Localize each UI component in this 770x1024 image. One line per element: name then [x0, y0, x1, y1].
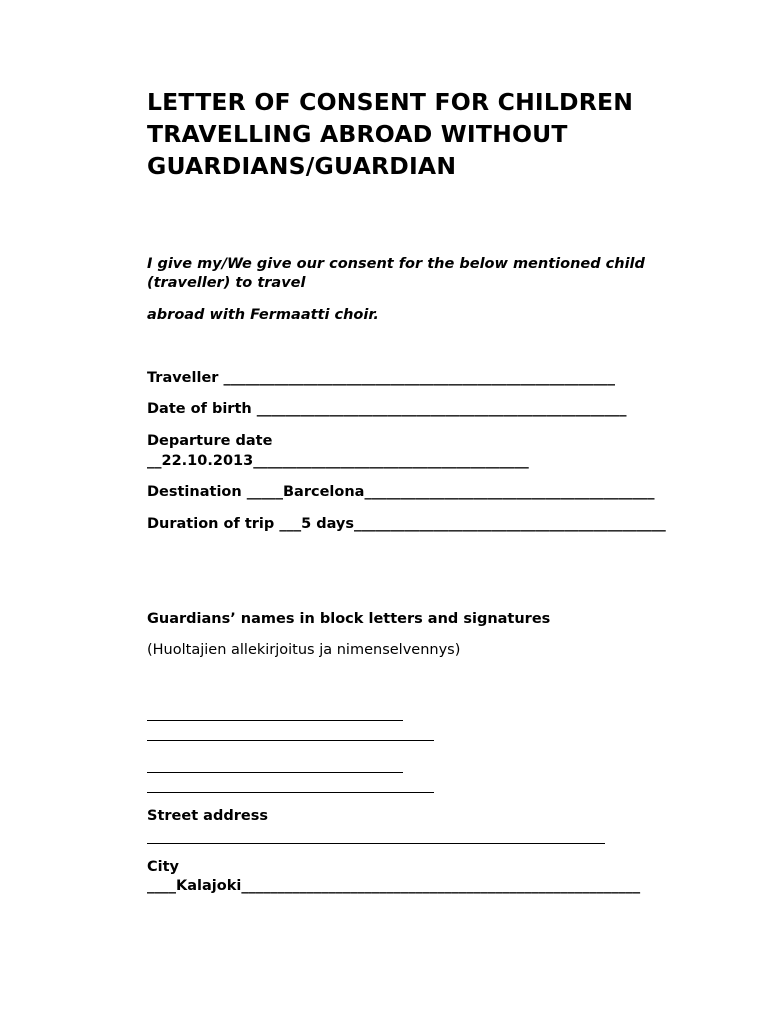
- destination-field: Destination _____Barcelona________________________________________: [147, 484, 655, 500]
- document-title: [147, 86, 727, 182]
- guardian-1-name-line: [147, 720, 403, 721]
- title-line-1: LETTER OF CONSENT FOR CHILDREN: [147, 88, 634, 116]
- guardians-subheading: (Huoltajien allekirjoitus ja nimenselvennys): [147, 642, 461, 658]
- title-line-2: TRAVELLING ABROAD WITHOUT: [147, 120, 568, 148]
- departure-date-label: Departure date: [147, 433, 273, 449]
- guardian-2-name-line: [147, 772, 403, 773]
- consent-statement: I give my/We give our consent for the below mentioned child (traveller) to travel: [147, 256, 645, 291]
- city-label: City: [147, 859, 179, 875]
- date-of-birth-field: Date of birth ___________________________________________________: [147, 401, 627, 417]
- street-address-label: Street address: [147, 808, 268, 824]
- guardian-2-signature-line: [147, 792, 434, 793]
- consent-statement-continued: abroad with Fermaatti choir.: [147, 307, 379, 323]
- guardians-heading: Guardians’ names in block letters and signatures: [147, 611, 551, 627]
- duration-field: Duration of trip ___5 days___________________________________________: [147, 516, 666, 532]
- title-line-3: GUARDIANS/GUARDIAN: [147, 152, 457, 180]
- guardian-1-signature-line: [147, 740, 434, 741]
- city-value: ____Kalajoki_______________________________________________________: [147, 878, 641, 894]
- traveller-field: Traveller ______________________________________________________: [147, 370, 615, 386]
- departure-date-value: __22.10.2013______________________________________: [147, 453, 529, 469]
- street-address-line: [147, 843, 605, 844]
